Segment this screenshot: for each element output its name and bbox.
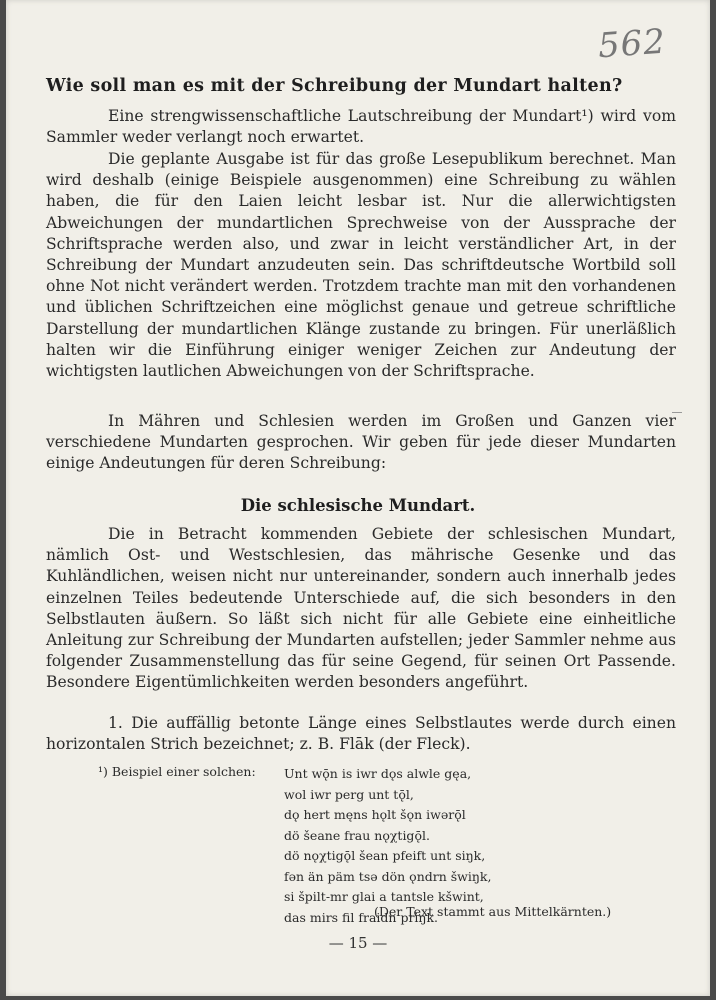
poem-line: das mirs fil fraidn priŋk. bbox=[284, 909, 439, 925]
handwritten-page-number: 562 bbox=[596, 21, 668, 67]
page-number: — 15 — bbox=[328, 934, 388, 952]
subheading: Die schlesische Mundart. bbox=[240, 496, 476, 515]
paragraph-5: 1. Die auffällig betonte Länge eines Selbstlautes werde durch einen horizontalen Strich bezeichnet; z. B. Flāk (der Fleck). bbox=[46, 714, 676, 754]
paragraph-4: Die in Betracht kommenden Gebiete der schlesischen Mundart, nämlich Ost- und Westschlesien, das mährische Gesenke und das Kuhländlichen, weisen nicht nur untereinander, sondern auch innerhalb jedes einzelnen Teiles bedeutende Unterschiede auf, die sich besonders in den Selbstlauten äußern. So läßt sich nicht für alle Gebiete eine einheitliche Anleitung zur Schreibung der Mundarten aufstellen; jeder Sammler nehme aus folgender Zusammenstellung das für seine Gegend, für seinen Ort Passende. Besondere Eigentümlichkeiten werden besonders angeführt. bbox=[46, 525, 676, 692]
poem-line: Unt wǭn is iwr dǫs alwle gęa, bbox=[284, 766, 472, 781]
footnote-label: ¹) Beispiel einer solchen: bbox=[98, 764, 256, 779]
poem-line: dö nǫχtigǭl šean pfeift unt siŋk, bbox=[284, 848, 486, 863]
paragraph-3: In Mähren und Schlesien werden im Großen und Ganzen vier verschiedene Mundarten gesprochen. Wir geben für jede dieser Mundarten einige Andeutungen für deren Schreibung: bbox=[46, 412, 676, 473]
paragraph-1: Eine strengwissenschaftliche Lautschreibung der Mundart¹) wird vom Sammler weder verlangt noch erwartet. bbox=[46, 107, 676, 147]
poem-line: si špilt-mr glai a tantsle kšwint, bbox=[284, 889, 484, 904]
footnote-source: (Der Text stammt aus Mittelkärnten.) bbox=[374, 904, 612, 919]
section-heading: Wie soll man es mit der Schreibung der Mundart halten? bbox=[46, 76, 623, 96]
document-page bbox=[6, 0, 710, 996]
paragraph-2: Die geplante Ausgabe ist für das große Lesepublikum berechnet. Man wird deshalb (einige Beispiele ausgenommen) eine Schreibung zu wählen haben, die für den Laien leicht lesbar ist. Nur die allerwichtigsten Abweichungen der mundartlichen Sprechweise von der Aussprache der Schriftsprache werden also, und zwar in leicht verständlicher Art, in der Schreibung der Mundart anzudeuten sein. Das schriftdeutsche Wortbild soll ohne Not nicht verändert werden. Trotzdem trachte man mit den vorhandenen und üblichen Schriftzeichen eine möglichst genaue und getreue schriftliche Darstellung der mundartlichen Klänge zustande zu bringen. Für unerläßlich halten wir die Einführung einiger weniger Zeichen zur Andeutung der wichtigsten lautlichen Abweichungen von der Schriftsprache. bbox=[46, 150, 676, 381]
poem-line: dǫ hert męns hǫlt šǫn iwərǭl bbox=[284, 807, 466, 822]
poem-line: dö šeane frau nǫχtigǭl. bbox=[284, 827, 430, 843]
poem-line: fən än päm tsə dön ǫndrn šwiŋk, bbox=[284, 868, 492, 884]
poem-line: wol iwr perg unt tǭl, bbox=[284, 786, 414, 802]
